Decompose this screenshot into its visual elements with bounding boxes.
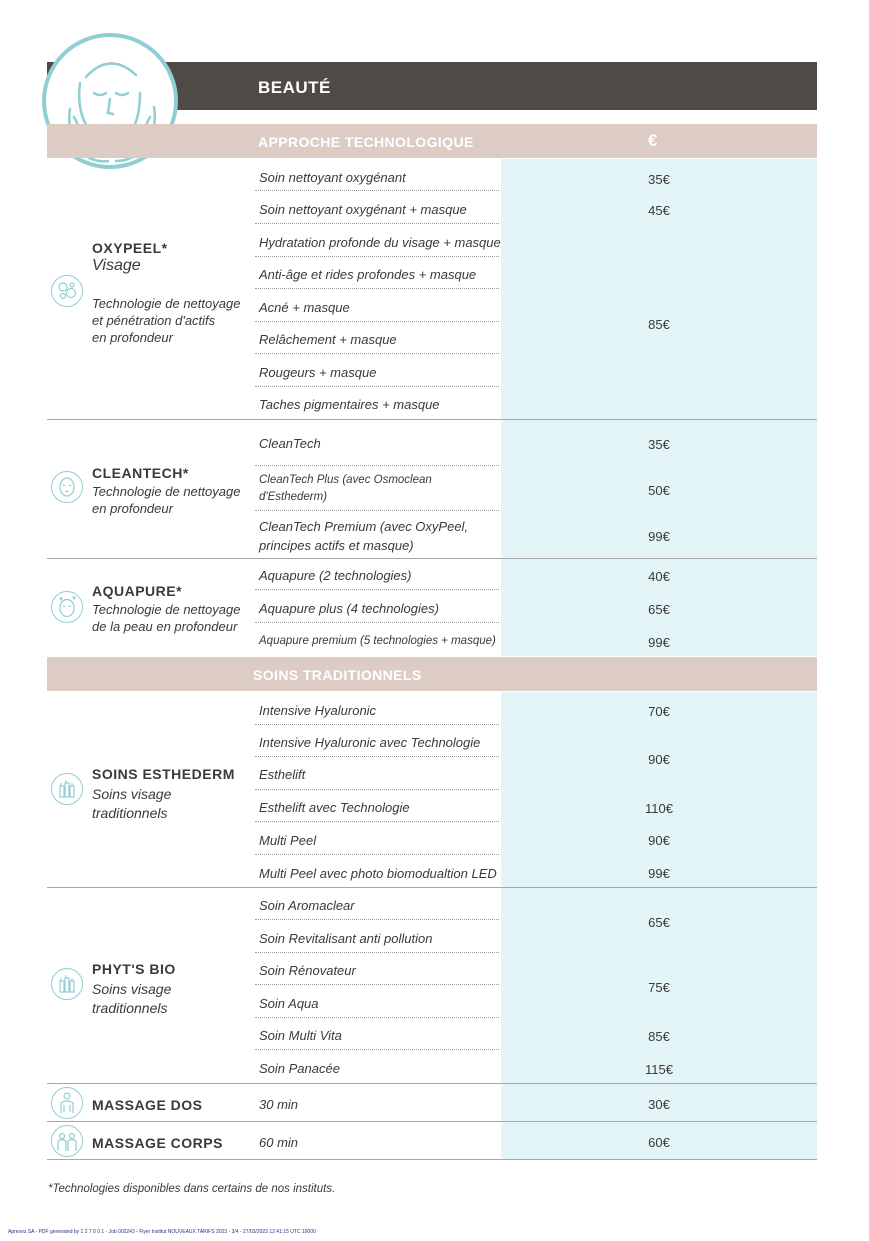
divider: [255, 386, 499, 387]
divider: [255, 1049, 499, 1050]
massage-dos-title: MASSAGE DOS: [92, 1097, 203, 1113]
divider: [255, 589, 499, 590]
list-item: Multi Peel avec photo biomodualtion LED: [259, 866, 497, 881]
price: 99€: [648, 635, 670, 650]
section-title-traditionnels: SOINS TRADITIONNELS: [253, 667, 422, 683]
list-item: Relâchement + masque: [259, 332, 397, 347]
footer-generator-line: Apresvu SA - PDF generated by 1 2 7 0 0 1 - Job 002243 - Flyer Institut NOUVEAUX TARIFS 2023 - 3/4 - 27/03/2023 12:41:15 UTC 10000: [8, 1229, 316, 1235]
divider: [255, 465, 499, 466]
divider: [255, 256, 499, 257]
list-item: Rougeurs + masque: [259, 365, 377, 380]
page-title: BEAUTÉ: [258, 78, 331, 97]
separator: [47, 558, 817, 559]
divider: [255, 353, 499, 354]
currency-header: €: [648, 131, 658, 150]
list-item: Soin nettoyant oxygénant: [259, 170, 406, 185]
list-item: CleanTech Premium (avec OxyPeel, principes actifs et masque): [259, 519, 469, 553]
list-item: Soin nettoyant oxygénant + masque: [259, 202, 467, 217]
price: 99€: [648, 866, 670, 881]
list-item: Hydratation profonde du visage + masque: [259, 235, 501, 250]
divider: [255, 622, 499, 623]
price: 65€: [648, 915, 670, 930]
aquapure-desc: Technologie de nettoyage de la peau en profondeur: [92, 602, 241, 634]
esthederm-title: SOINS ESTHEDERM: [92, 766, 235, 782]
divider: [255, 821, 499, 822]
bottles-icon: [51, 968, 83, 1000]
list-item: Taches pigmentaires + masque: [259, 397, 440, 412]
price: 90€: [648, 752, 670, 767]
price: 60€: [648, 1135, 670, 1150]
price: 85€: [648, 1029, 670, 1044]
price: 90€: [648, 833, 670, 848]
divider: [255, 724, 499, 725]
divider: [255, 288, 499, 289]
section-title-technologique: APPROCHE TECHNOLOGIQUE: [258, 134, 474, 150]
separator: [47, 419, 817, 420]
price: 110€: [645, 801, 673, 816]
oxypeel-title: OXYPEEL*: [92, 240, 168, 256]
price: 35€: [648, 172, 670, 187]
divider: [255, 789, 499, 790]
price: 35€: [648, 437, 670, 452]
cleantech-desc: Technologie de nettoyage en profondeur: [92, 484, 241, 516]
oxypeel-subtitle: Visage: [92, 257, 141, 274]
divider: [255, 952, 499, 953]
price: 30€: [648, 1097, 670, 1112]
phytsbio-title: PHYT'S BIO: [92, 961, 176, 977]
divider: [255, 919, 499, 920]
list-item: Aquapure plus (4 technologies): [259, 601, 439, 616]
list-item: Acné + masque: [259, 300, 350, 315]
price: 70€: [648, 704, 670, 719]
footnote: *Technologies disponibles dans certains de nos instituts.: [48, 1183, 336, 1195]
list-item: CleanTech: [259, 436, 321, 451]
list-item: Soin Rénovateur: [259, 963, 356, 978]
price: 75€: [648, 980, 670, 995]
list-item: Esthelift avec Technologie: [259, 800, 410, 815]
massage-corps-title: MASSAGE CORPS: [92, 1135, 223, 1151]
list-item: Esthelift: [259, 767, 306, 782]
list-item: Soin Aromaclear: [259, 898, 355, 913]
section-bar-traditionnels: [47, 657, 817, 691]
oxypeel-desc: Technologie de nettoyage et pénétration d'actifs en profondeur: [92, 296, 241, 345]
list-item: Soin Aqua: [259, 996, 319, 1011]
list-item: Soin Panacée: [259, 1061, 340, 1076]
bottles-icon: [51, 773, 83, 805]
cleantech-title: CLEANTECH*: [92, 465, 189, 481]
price: 99€: [648, 529, 670, 544]
bubbles-icon: [51, 275, 83, 307]
list-item: Anti-âge et rides profondes + masque: [259, 267, 477, 282]
separator: [47, 887, 817, 888]
divider: [255, 984, 499, 985]
price: 50€: [648, 483, 670, 498]
separator: [47, 1083, 817, 1084]
list-item: Intensive Hyaluronic avec Technologie: [259, 735, 481, 750]
list-item: Soin Revitalisant anti pollution: [259, 931, 433, 946]
face-drops-icon: [51, 591, 83, 623]
price: 115€: [645, 1062, 673, 1077]
aquapure-title: AQUAPURE*: [92, 583, 183, 599]
price: 85€: [648, 317, 670, 332]
divider: [255, 1017, 499, 1018]
price: 40€: [648, 569, 670, 584]
phytsbio-desc: Soins visage traditionnels: [92, 981, 172, 1016]
list-item: Soin Multi Vita: [259, 1028, 342, 1043]
list-item: Multi Peel: [259, 833, 317, 848]
divider: [255, 854, 499, 855]
divider: [255, 510, 499, 511]
face-icon: [51, 471, 83, 503]
divider: [255, 223, 499, 224]
divider: [255, 190, 499, 191]
separator: [47, 1121, 817, 1122]
price: 65€: [648, 602, 670, 617]
separator: [47, 1159, 817, 1160]
back-massage-icon: [51, 1087, 83, 1119]
divider: [255, 321, 499, 322]
list-item: Aquapure (2 technologies): [259, 568, 412, 583]
body-massage-icon: [51, 1125, 83, 1157]
list-item: CleanTech Plus (avec Osmoclean d'Esthederm): [259, 474, 432, 503]
price: 45€: [648, 203, 670, 218]
divider: [255, 756, 499, 757]
esthederm-desc: Soins visage traditionnels: [92, 786, 172, 821]
list-item: Aquapure premium (5 technologies + masque): [259, 635, 496, 647]
massage-dos-duration: 30 min: [259, 1097, 299, 1112]
list-item: Intensive Hyaluronic: [259, 703, 377, 718]
massage-corps-duration: 60 min: [259, 1135, 299, 1150]
